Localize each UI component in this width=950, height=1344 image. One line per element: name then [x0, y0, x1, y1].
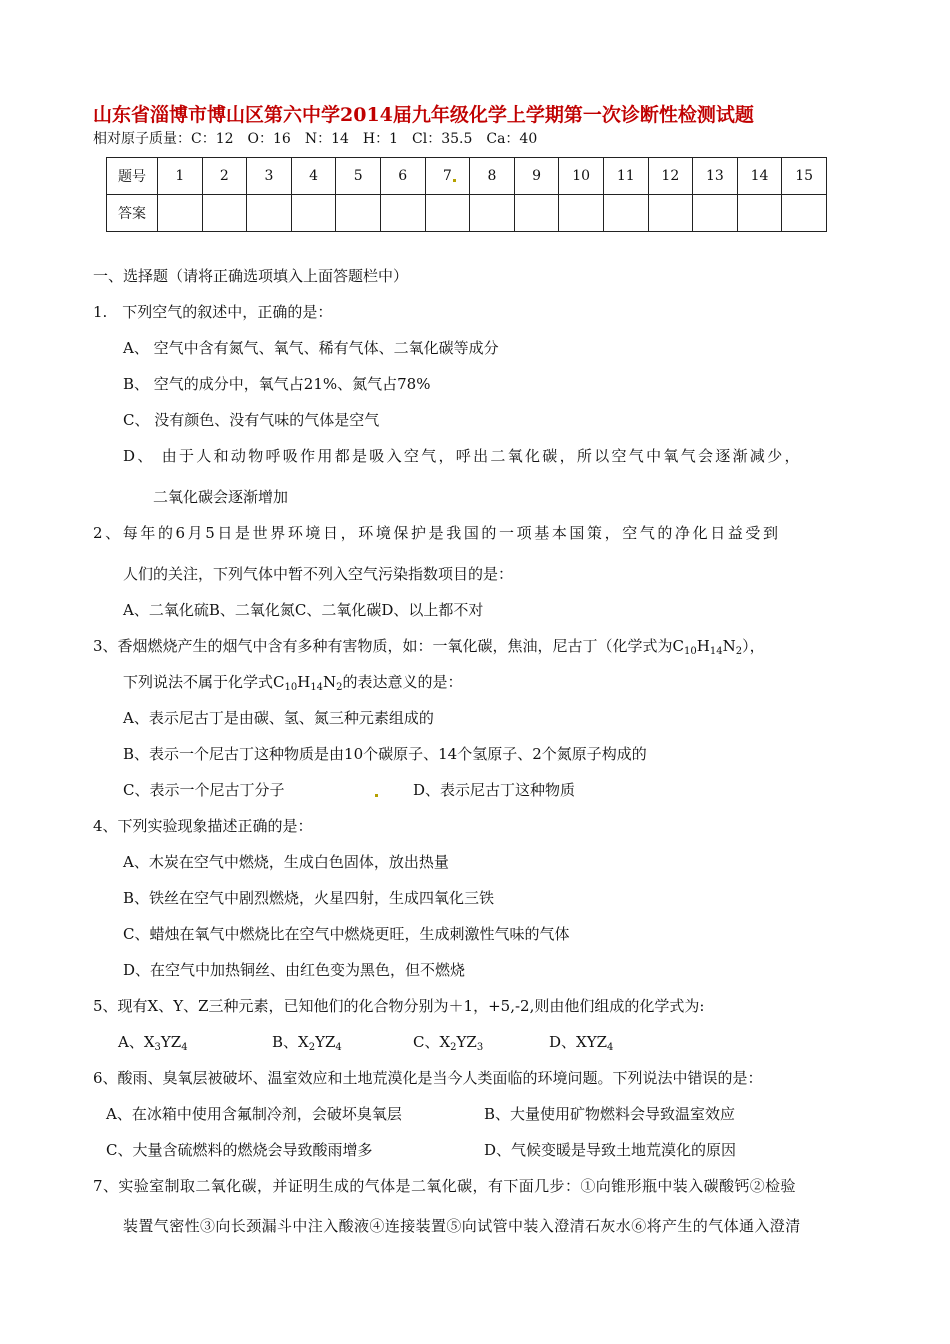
question-number: 10 — [559, 158, 604, 195]
section-heading: 一、选择题（请将正确选项填入上面答题栏中） — [93, 267, 409, 285]
question-1-option-d: D、 由于人和动物呼吸作用都是吸入空气，呼出二氧化碳，所以空气中氧气会逐渐减少， — [123, 447, 802, 465]
question-number: 4 — [291, 158, 336, 195]
question-number: 8 — [470, 158, 515, 195]
question-number: 9 — [514, 158, 559, 195]
question-5-option-a: A、$X_3YZ_4$ — [118, 1033, 188, 1053]
answer-cell[interactable] — [291, 195, 336, 232]
question-3-option-d: D、表示尼古丁这种物质 — [413, 781, 576, 799]
question-5-option-d: D、$XYZ_4$ — [549, 1033, 614, 1053]
question-2-stem: 2、每年的6月5日是世界环境日，环境保护是我国的一项基本国策，空气的净化日益受到 — [93, 524, 781, 542]
question-5-stem: 5、现有X、Y、Z三种元素，已知他们的化合物分别为＋1，+5,-2,则由他们组成的化学式为: — [93, 997, 705, 1015]
answer-cell[interactable] — [559, 195, 604, 232]
answer-cell[interactable] — [693, 195, 738, 232]
answer-cell[interactable] — [202, 195, 247, 232]
question-4-option-c: C、蜡烛在氧气中燃烧比在空气中燃烧更旺，生成刺激性气味的气体 — [123, 925, 570, 943]
question-1-stem: 1. 下列空气的叙述中，正确的是： — [93, 303, 333, 321]
question-1-option-d-cont: 二氧化碳会逐渐增加 — [153, 488, 289, 506]
answer-cell[interactable] — [336, 195, 381, 232]
answer-cell[interactable] — [470, 195, 515, 232]
table-row-numbers — [107, 158, 827, 195]
question-3-option-a: A、表示尼古丁是由碳、氢、氮三种元素组成的 — [123, 709, 434, 727]
answer-cell[interactable] — [425, 195, 470, 232]
question-6-option-c: C、大量含硫燃料的燃烧会导致酸雨增多 — [106, 1141, 373, 1159]
question-4-stem: 4、下列实验现象描述正确的是： — [93, 817, 313, 835]
question-1-option-b: B、 空气的成分中，氧气占21%、氮气占78% — [123, 375, 431, 393]
question-4-option-d: D、在空气中加热铜丝、由红色变为黑色，但不燃烧 — [123, 961, 466, 979]
row-label-number: 题号 — [107, 158, 158, 195]
question-4-option-a: A、木炭在空气中燃烧，生成白色固体，放出热量 — [123, 853, 449, 871]
question-6-option-d: D、气候变暖是导致土地荒漠化的原因 — [484, 1141, 737, 1159]
question-2-stem-cont: 人们的关注，下列气体中暂不列入空气污染指数项目的是： — [123, 565, 514, 583]
question-number: 15 — [782, 158, 827, 195]
question-3-stem: 3、香烟燃烧产生的烟气中含有多种有害物质，如：一氧化碳，焦油，尼古丁（化学式为$C_{10}H_{14}N_2$）， — [93, 637, 765, 657]
question-number: 12 — [648, 158, 693, 195]
question-5-option-b: B、$X_2YZ_4$ — [272, 1033, 342, 1053]
answer-cell[interactable] — [782, 195, 827, 232]
question-number: 2 — [202, 158, 247, 195]
answer-cell[interactable] — [603, 195, 648, 232]
answer-cell[interactable] — [514, 195, 559, 232]
question-3-option-b: B、表示一个尼古丁这种物质是由10个碳原子、14个氢原子、2个氮原子构成的 — [123, 745, 647, 763]
question-7-stem-cont: 装置气密性③向长颈漏斗中注入酸液④连接装置⑤向试管中装入澄清石灰水⑥将产生的气体通入澄清 — [123, 1217, 801, 1235]
question-3-stem-cont-text: 下列说法不属于化学式C — [123, 673, 285, 691]
answer-cell[interactable] — [380, 195, 425, 232]
question-number: 3 — [247, 158, 292, 195]
question-3-stem-cont-end: 的表达意义的是： — [342, 673, 463, 691]
question-2-options: A、二氧化硫B、二氧化氮C、二氧化碳D、以上都不对 — [123, 601, 484, 619]
stray-mark — [375, 794, 378, 797]
question-number: 5 — [336, 158, 381, 195]
question-3-stem-cont: 下列说法不属于化学式$C_{10}H_{14}N_2$的表达意义的是： — [123, 673, 463, 693]
answer-cell[interactable] — [247, 195, 292, 232]
page-title: 山东省淄博市博山区第六中学2014届九年级化学上学期第一次诊断性检测试题 — [93, 104, 754, 126]
table-row-answers — [107, 195, 827, 232]
question-3-option-c: C、表示一个尼古丁分子 — [123, 781, 285, 799]
question-6-option-a: A、在冰箱中使用含氟制冷剂，会破坏臭氧层 — [106, 1105, 402, 1123]
question-1-option-c: C、 没有颜色、没有气味的气体是空气 — [123, 411, 380, 429]
stray-mark — [453, 179, 456, 182]
row-label-answer: 答案 — [107, 195, 158, 232]
question-5-option-c: C、$X_2YZ_3$ — [413, 1033, 484, 1053]
answer-cell[interactable] — [648, 195, 693, 232]
question-number: 1 — [158, 158, 203, 195]
answer-cell[interactable] — [737, 195, 782, 232]
question-1-option-a: A、 空气中含有氮气、氧气、稀有气体、二氧化碳等成分 — [123, 339, 499, 357]
question-number: 7 — [425, 158, 470, 195]
answer-table — [106, 157, 827, 232]
question-3-stem-text: 3、香烟燃烧产生的烟气中含有多种有害物质，如：一氧化碳，焦油，尼古丁（化学式为C — [93, 637, 685, 655]
question-7-stem: 7、实验室制取二氧化碳，并证明生成的气体是二氧化碳，有下面几步：①向锥形瓶中装入碳酸钙②检验 — [93, 1177, 796, 1195]
question-4-option-b: B、铁丝在空气中剧烈燃烧，火星四射，生成四氧化三铁 — [123, 889, 495, 907]
question-number: 11 — [603, 158, 648, 195]
question-number: 14 — [737, 158, 782, 195]
question-6-stem: 6、酸雨、臭氧层被破坏、温室效应和土地荒漠化是当今人类面临的环境问题。下列说法中错误的是： — [93, 1069, 763, 1087]
question-6-option-b: B、大量使用矿物燃料会导致温室效应 — [484, 1105, 736, 1123]
atomic-masses: 相对原子质量：C：12 O：16 N：14 H：1 Cl：35.5 Ca：40 — [93, 131, 538, 147]
question-number: 13 — [693, 158, 738, 195]
question-number: 6 — [380, 158, 425, 195]
answer-cell[interactable] — [158, 195, 203, 232]
